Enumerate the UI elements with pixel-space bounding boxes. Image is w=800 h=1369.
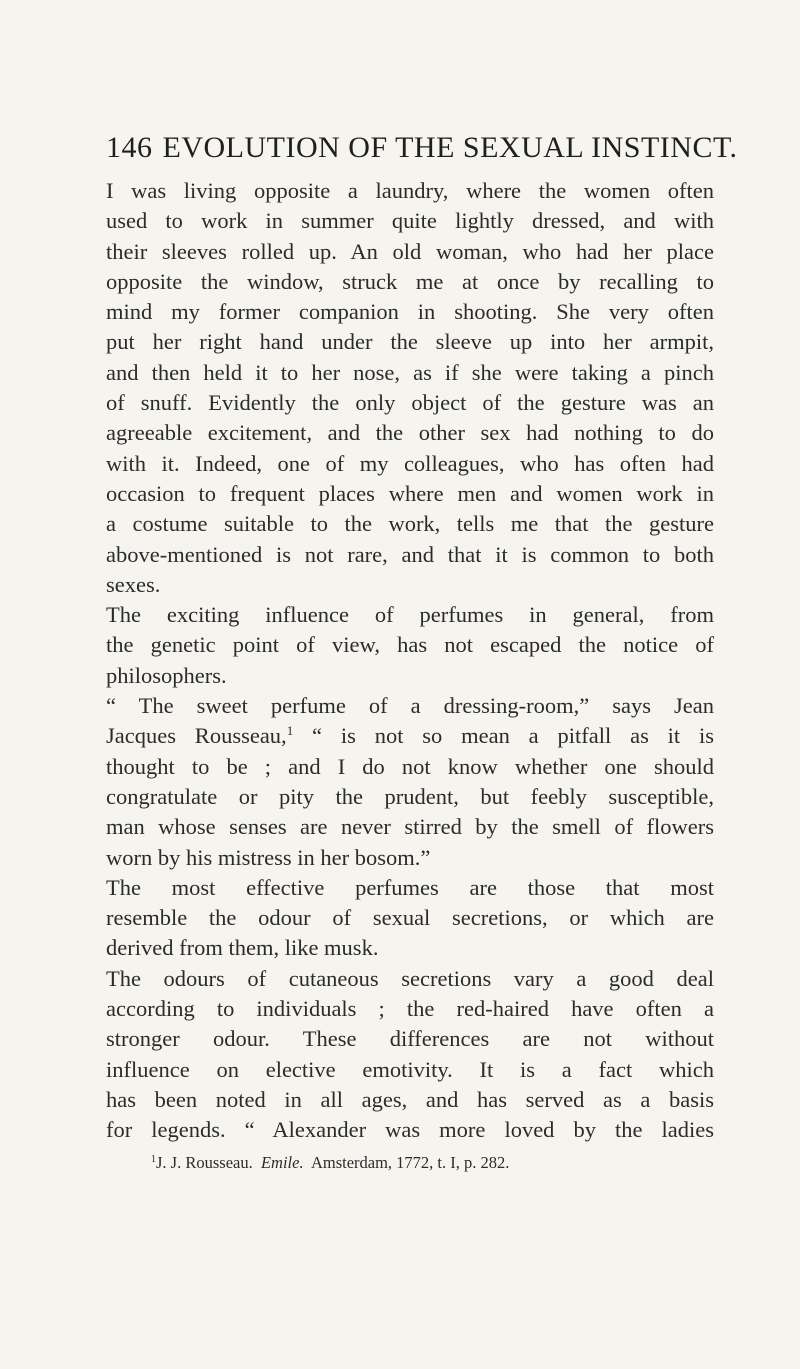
body-text [106,176,714,1146]
page-number: 146 [106,131,153,164]
footnote-details: Amsterdam, 1772, t. I, p. 282. [310,1152,510,1172]
text-segment: Jacques Rousseau, [106,723,287,749]
running-title: EVOLUTION OF THE SEXUAL INSTINCT. [162,131,738,164]
text-line: congratulate or pity the prudent, but feebly susceptible, [106,783,714,809]
footnote-author: J. J. Rousseau. [156,1152,253,1172]
text-line: influence on elective emotivity. It is a fact which [106,1056,714,1082]
text-line: stronger odour. These differences are not without [106,1026,714,1052]
paragraph-laundry [106,176,714,600]
text-line: The odours of cutaneous secretions vary a good deal [106,965,714,991]
text-line: above-mentioned is not rare, and that it is common to both [106,541,714,567]
book-page [106,128,738,1174]
footnote [151,1152,714,1174]
paragraph-rousseau-quote [106,691,714,873]
paragraph-perfumes [106,600,714,691]
text-line: put her right hand under the sleeve up into her armpit, [106,329,714,355]
text-line: used to work in summer quite lightly dressed, and with [106,208,714,234]
text-line: their sleeves rolled up. An old woman, who had her place [106,238,714,264]
text-line: resemble the odour of sexual secretions, or which are [106,905,714,931]
running-head [106,128,738,168]
text-line: the genetic point of view, has not escaped the notice of [106,632,714,658]
text-line: and then held it to her nose, as if she were taking a pinch [106,359,714,385]
footnote-work-title: Emile. [260,1152,304,1172]
footnote-reference: 1 [286,723,294,739]
text-line: occasion to frequent places where men and women work in [106,480,714,506]
text-line: for legends. “ Alexander was more loved by the ladies [106,1117,714,1143]
paragraph-effective-perfumes [106,873,714,964]
text-line: has been noted in all ages, and has served as a basis [106,1086,714,1112]
text-line: sexes. [106,571,161,597]
text-line: with it. Indeed, one of my colleagues, who has often had [106,450,714,476]
text-line: The exciting influence of perfumes in general, from [106,602,714,628]
text-line: I was living opposite a laundry, where the women often [106,178,714,203]
text-line: man whose senses are never stirred by the smell of flowers [106,814,714,840]
text-line: according to individuals ; the red-haired have often a [106,996,714,1022]
text-line: thought to be ; and I do not know whether one should [106,753,714,779]
footnote-marker: 1 [151,1153,156,1165]
text-line: a costume suitable to the work, tells me that the gesture [106,511,714,537]
text-line: worn by his mistress in her bosom.” [106,844,431,870]
paragraph-cutaneous-odours [106,964,714,1146]
text-line: agreeable excitement, and the other sex had nothing to do [106,420,714,446]
text-line: of snuff. Evidently the only object of the gesture was an [106,390,714,416]
text-line: philosophers. [106,662,227,688]
text-line [106,721,714,751]
text-segment: “ is not so mean a pitfall as it is [293,723,715,749]
text-line: The most effective perfumes are those that most [106,874,714,900]
text-line: derived from them, like musk. [106,935,379,961]
text-line: opposite the window, struck me at once by recalling to [106,268,714,294]
text-line: “ The sweet perfume of a dressing-room,” says Jean [106,693,714,719]
text-line: mind my former companion in shooting. She very often [106,299,714,325]
